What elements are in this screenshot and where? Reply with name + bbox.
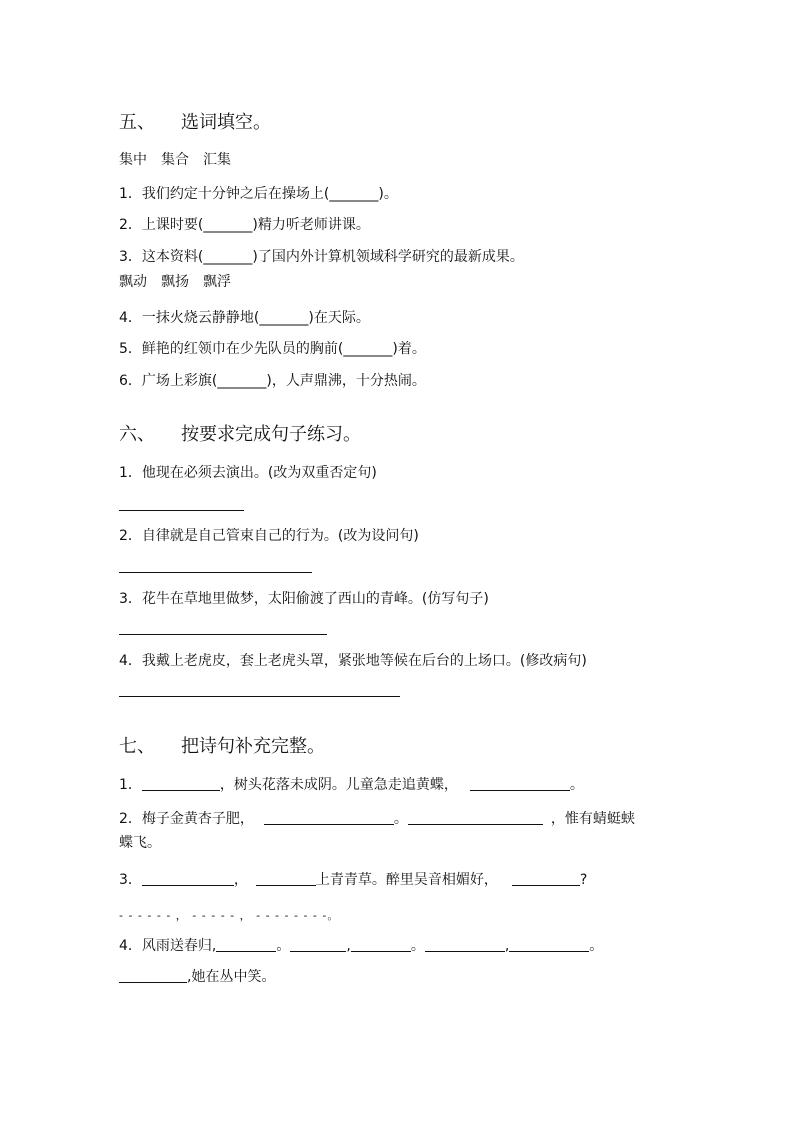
- word-option: 飘动: [119, 274, 147, 290]
- blank-field[interactable]: [351, 937, 411, 952]
- blank-field[interactable]: [512, 871, 580, 886]
- blank-field[interactable]: [290, 937, 346, 952]
- answer-line-6-4[interactable]: [119, 696, 400, 697]
- poem-text: ,她在丛中笑。: [187, 969, 276, 985]
- question-6-4: 4．我戴上老虎皮，套上老虎头罩，紧张地等候在后台的上场口。(修改病句): [119, 653, 587, 669]
- poem-text: ，树头花落未成阴。儿童急走追黄蝶，: [219, 777, 458, 793]
- question-6-3: 3．花牛在草地里做梦，太阳偷渡了西山的青峰。(仿写句子): [119, 591, 489, 607]
- section-6-number: 六、: [119, 424, 155, 445]
- blank-field[interactable]: [425, 937, 505, 952]
- word-option: 飘浮: [203, 274, 231, 290]
- blank-field[interactable]: [264, 810, 394, 825]
- question-number: 1．: [119, 777, 142, 793]
- blank-field[interactable]: [142, 776, 220, 791]
- section-5-title: 选词填空。: [181, 112, 271, 133]
- question-7-2-cont: 蝶飞。: [119, 835, 161, 851]
- section-7-heading: [119, 736, 325, 758]
- word-option: 集合: [161, 152, 189, 168]
- question-7-3: [119, 871, 587, 889]
- poem-text: ?: [579, 872, 588, 888]
- word-option: 集中: [119, 152, 147, 168]
- question-number: 3．: [119, 872, 142, 888]
- word-option: 汇集: [203, 152, 231, 168]
- blank-field[interactable]: [142, 871, 234, 886]
- answer-line-6-2[interactable]: [119, 572, 312, 573]
- section-7-title: 把诗句补充完整。: [181, 736, 325, 757]
- answer-line-6-3[interactable]: [119, 634, 327, 635]
- question-7-2: [119, 810, 635, 828]
- question-5-6: 6．广场上彩旗(_______)，人声鼎沸，十分热闹。: [119, 373, 426, 389]
- section-7-number: 七、: [119, 736, 155, 757]
- poem-text: 。: [589, 938, 604, 954]
- poem-text: 。: [276, 938, 291, 954]
- poem-text: ，惟有蜻蜓蛱: [550, 811, 635, 827]
- poem-text: 。: [569, 777, 584, 793]
- section-6-heading: [119, 424, 361, 446]
- blank-field[interactable]: [408, 810, 543, 825]
- blank-field[interactable]: [509, 937, 589, 952]
- poem-text: 上青青草。醉里吴音相媚好，: [315, 872, 498, 888]
- answer-line-6-1[interactable]: [119, 510, 244, 511]
- question-5-5: 5．鲜艳的红领巾在少先队员的胸前(_______)着。: [119, 341, 426, 357]
- poem-text: 4．风雨送春归,: [119, 938, 217, 954]
- question-5-4: 4．一抹火烧云静静地(_______)在天际。: [119, 310, 370, 326]
- poem-text: ,: [504, 938, 510, 954]
- blank-field[interactable]: [216, 937, 276, 952]
- question-6-1: 1．他现在必须去演出。(改为双重否定句): [119, 465, 377, 481]
- question-6-2: 2．自律就是自己管束自己的行为。(改为设问句): [119, 528, 419, 544]
- word-option: 飘扬: [161, 274, 189, 290]
- poem-text: 。: [410, 938, 425, 954]
- question-5-3: 3．这本资料(_______)了国内外计算机领域科学研究的最新成果。: [119, 249, 524, 265]
- dashed-answer-row: - - - - - - ， - - - - - ， - - - - - - - -。: [119, 909, 340, 922]
- blank-field[interactable]: [119, 968, 187, 983]
- poem-text: 。: [393, 811, 408, 827]
- question-7-4: [119, 937, 603, 955]
- question-7-1: [119, 776, 584, 794]
- question-5-1: 1．我们约定十分钟之后在操场上(_______)。: [119, 186, 398, 202]
- section-5-number: 五、: [119, 112, 155, 133]
- section-5-heading: [119, 112, 271, 134]
- question-5-2: 2．上课时要(_______)精力听老师讲课。: [119, 217, 370, 233]
- section-6-title: 按要求完成句子练习。: [181, 424, 361, 445]
- poem-text: ，: [233, 872, 248, 888]
- blank-field[interactable]: [470, 776, 570, 791]
- word-bank-b: [119, 273, 245, 291]
- question-7-4-cont: [119, 968, 275, 986]
- poem-text: ,: [346, 938, 351, 954]
- poem-text: 2．梅子金黄杏子肥，: [119, 811, 254, 827]
- word-bank-a: [119, 151, 245, 169]
- blank-field[interactable]: [256, 871, 316, 886]
